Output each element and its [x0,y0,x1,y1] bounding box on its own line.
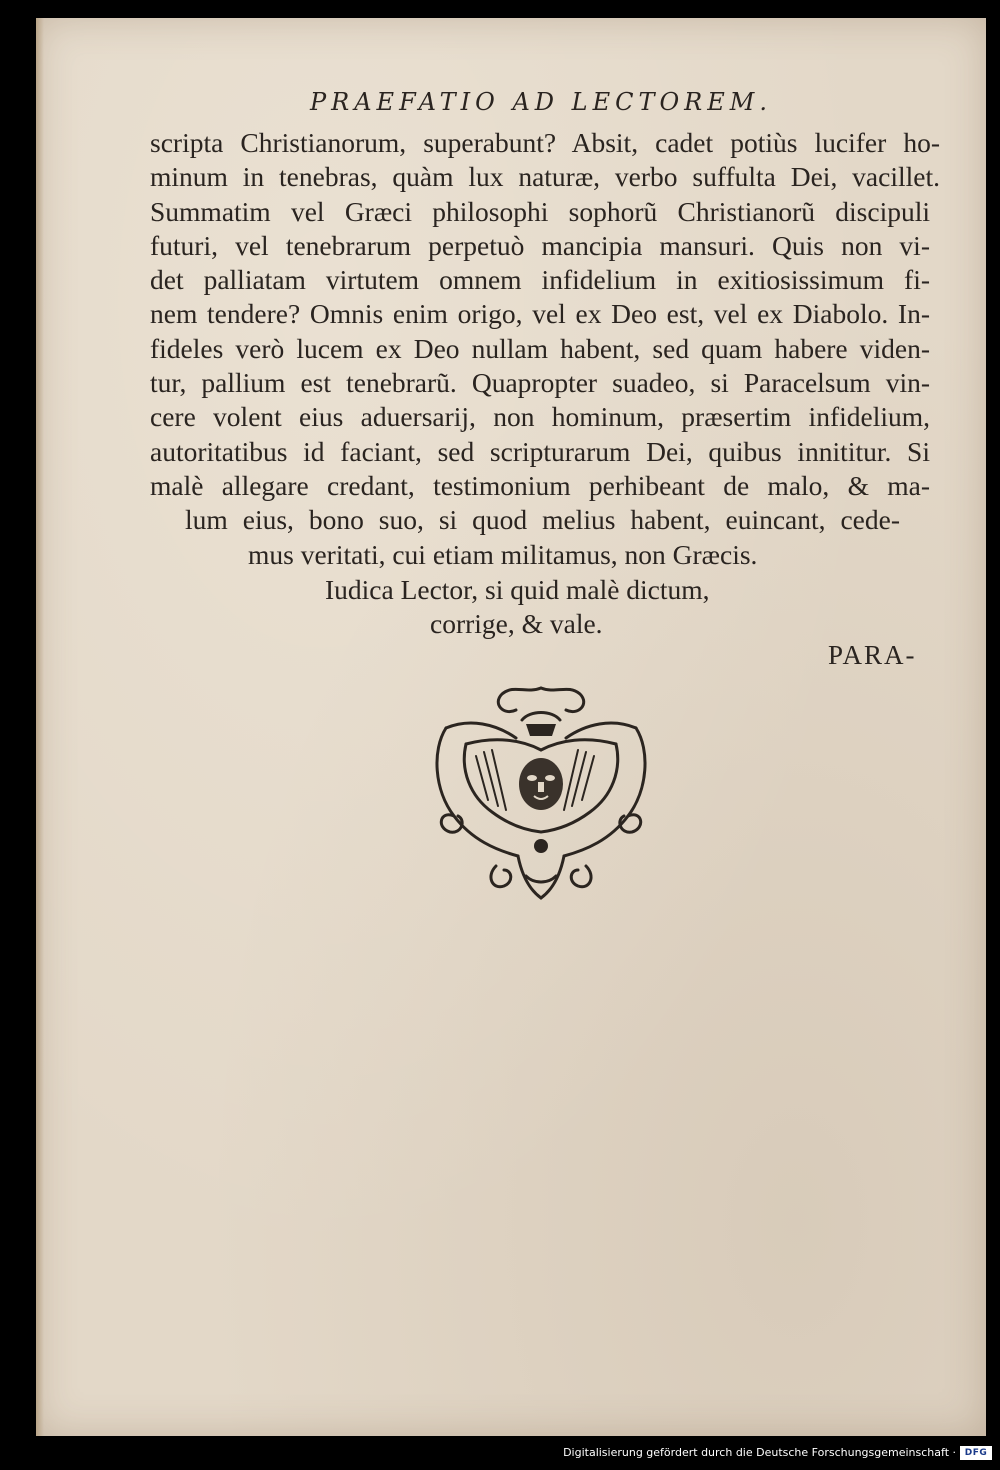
text-line: futuri, vel tenebrarum perpetuò mancipia mansuri. Quis non vi- [150,229,930,261]
catchword: PARA- [828,640,917,670]
closing-line: corrige, & vale. [430,608,603,639]
text-line: det palliatam virtutem omnem infidelium in exitiosissimum fi- [150,264,930,296]
closing-line: Iudica Lector, si quid malè dictum, [325,574,710,605]
ornamental-head-piece-icon [426,680,656,905]
dfg-logo: DFG [960,1446,992,1460]
text-line: minum in tenebras, quàm lux naturæ, verbo suffulta Dei, vacillet. [150,161,940,193]
text-line: malè allegare credant, testimonium perhibeant de malo, & ma- [150,469,930,501]
text-line: Summatim vel Græci philosophi sophorũ Christianorũ discipuli [150,195,930,227]
body-text [150,126,940,572]
text-line: lum eius, bono suo, si quod melius habent, euincant, cede- [185,504,900,536]
running-header: PRAEFATIO AD LECTOREM. [310,88,772,116]
text-line: nem tendere? Omnis enim origo, vel ex Deo est, vel ex Diabolo. In- [150,298,930,330]
text-line: autoritatibus id faciant, sed scripturarum Dei, quibus innititur. Si [150,435,930,467]
digitization-credit: Digitalisierung gefördert durch die Deutsche Forschungsgemeinschaft · [563,1446,956,1459]
text-line: scripta Christianorum, superabunt? Absit, cadet potiùs lucifer ho- [150,127,940,158]
page-gutter-shadow [36,18,44,1436]
text-line: mus veritati, cui etiam militamus, non Græcis. [248,538,758,570]
text-line: cere volent eius aduersarij, non hominum, præsertim infidelium, [150,401,930,433]
text-line: tur, pallium est tenebrarũ. Quapropter suadeo, si Paracelsum vin- [150,367,930,399]
text-line: fideles verò lucem ex Deo nullam habent, sed quam habere viden- [150,332,930,364]
